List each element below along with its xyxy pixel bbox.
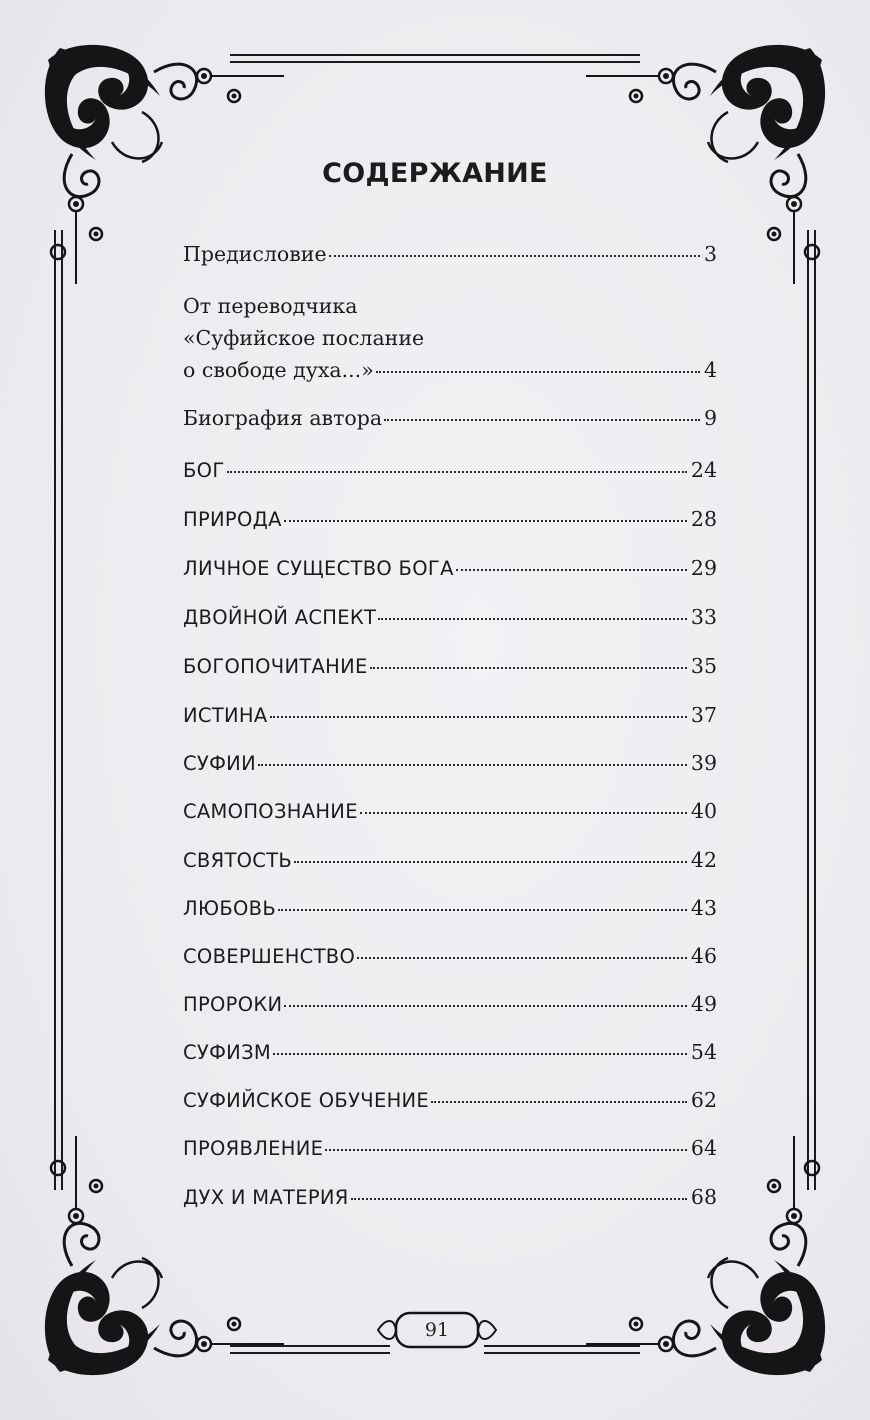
toc-entry	[183, 1084, 717, 1117]
dot-leader	[278, 907, 687, 911]
corner-ornament-bottom-right	[586, 1136, 825, 1375]
toc-entry	[183, 1181, 717, 1214]
toc-entry	[183, 650, 717, 683]
dot-leader	[370, 665, 687, 669]
dot-leader	[284, 1003, 686, 1007]
toc-page-number: 54	[690, 1040, 717, 1064]
toc-entry-title: о свободе духа...»	[183, 358, 374, 382]
toc-entry-title: ИСТИНА	[183, 704, 268, 727]
toc-page-number: 28	[690, 507, 717, 531]
toc-page-number: 4	[703, 358, 717, 382]
toc-entry-title: ПРИРОДА	[183, 508, 282, 531]
dot-leader	[284, 518, 687, 522]
toc-page-number: 42	[690, 848, 717, 872]
dot-leader	[378, 616, 687, 620]
toc-entry-title: БОГОПОЧИТАНИЕ	[183, 655, 368, 678]
toc-page-number: 40	[690, 799, 717, 823]
toc-entry-title: СУФИИ	[183, 752, 256, 775]
dot-leader	[376, 369, 700, 373]
toc-page-number: 43	[690, 896, 717, 920]
toc-entry	[183, 747, 717, 780]
dot-leader	[227, 469, 687, 473]
toc-page-number: 68	[690, 1185, 717, 1209]
toc-entry	[183, 503, 717, 536]
toc-page-number: 3	[703, 242, 717, 266]
toc-entry	[183, 601, 717, 634]
toc-entry-line: «Суфийское послание	[183, 326, 425, 350]
toc-page-number: 64	[690, 1136, 717, 1160]
toc-entry-title: СУФИЙСКОЕ ОБУЧЕНИЕ	[183, 1089, 430, 1112]
toc-entry-title: СВЯТОСТЬ	[183, 849, 293, 872]
toc-page-number: 46	[690, 944, 717, 968]
dot-leader	[329, 253, 700, 257]
toc-entry-title: ДУХ И МАТЕРИЯ	[183, 1186, 349, 1209]
dot-leader	[258, 762, 687, 766]
toc-entry-title: ЛЮБОВЬ	[183, 897, 276, 920]
dot-leader	[384, 417, 700, 421]
toc-entry	[183, 892, 717, 925]
toc-page-number: 33	[690, 605, 717, 629]
dot-leader	[325, 1147, 687, 1151]
toc-entry-title: СУФИЗМ	[183, 1041, 271, 1064]
page-number: 91	[424, 1319, 450, 1341]
toc-entry-title: СОВЕРШЕНСТВО	[183, 945, 356, 968]
toc-page-number: 37	[690, 703, 717, 727]
toc-entry	[183, 402, 717, 434]
toc-entry-title: Биография автора	[183, 406, 383, 430]
toc-entry-title: САМОПОЗНАНИЕ	[183, 800, 358, 823]
toc-entry	[183, 699, 717, 732]
dot-leader	[294, 859, 687, 863]
dot-leader	[357, 955, 687, 959]
toc-entry	[183, 940, 717, 973]
dot-leader	[270, 714, 687, 718]
toc-entry	[183, 844, 717, 877]
toc-entry	[183, 1132, 717, 1165]
toc-page-number: 35	[690, 654, 717, 678]
toc-page-number: 39	[690, 751, 717, 775]
toc-entry-title: ДВОЙНОЙ АСПЕКТ	[183, 606, 377, 629]
toc-page-number: 62	[690, 1088, 717, 1112]
toc-entry	[183, 1036, 717, 1069]
toc-page-number: 49	[690, 992, 717, 1016]
toc-page-number: 24	[690, 458, 717, 482]
page-title: СОДЕРЖАНИЕ	[322, 158, 548, 189]
toc-entry-title: ЛИЧНОЕ СУЩЕСТВО БОГА	[183, 557, 454, 580]
toc-entry-title: Предисловие	[183, 242, 327, 266]
toc-entry	[183, 238, 717, 270]
toc-entry-line: От переводчика	[183, 294, 358, 318]
toc-entry	[183, 454, 717, 487]
dot-leader	[273, 1051, 687, 1055]
dot-leader	[351, 1196, 687, 1200]
corner-ornament-bottom-left	[45, 1136, 284, 1375]
dot-leader	[456, 567, 687, 571]
toc-page-number: 9	[703, 406, 717, 430]
toc-entry	[183, 988, 717, 1021]
toc-entry-title: БОГ	[183, 459, 225, 482]
toc-entry-title: ПРОЯВЛЕНИЕ	[183, 1137, 324, 1160]
toc-entry-title: ПРОРОКИ	[183, 993, 283, 1016]
toc-entry	[183, 795, 717, 828]
toc-entry	[183, 552, 717, 585]
toc-entry	[183, 290, 717, 386]
toc-page-number: 29	[690, 556, 717, 580]
dot-leader	[431, 1099, 687, 1103]
dot-leader	[360, 810, 687, 814]
